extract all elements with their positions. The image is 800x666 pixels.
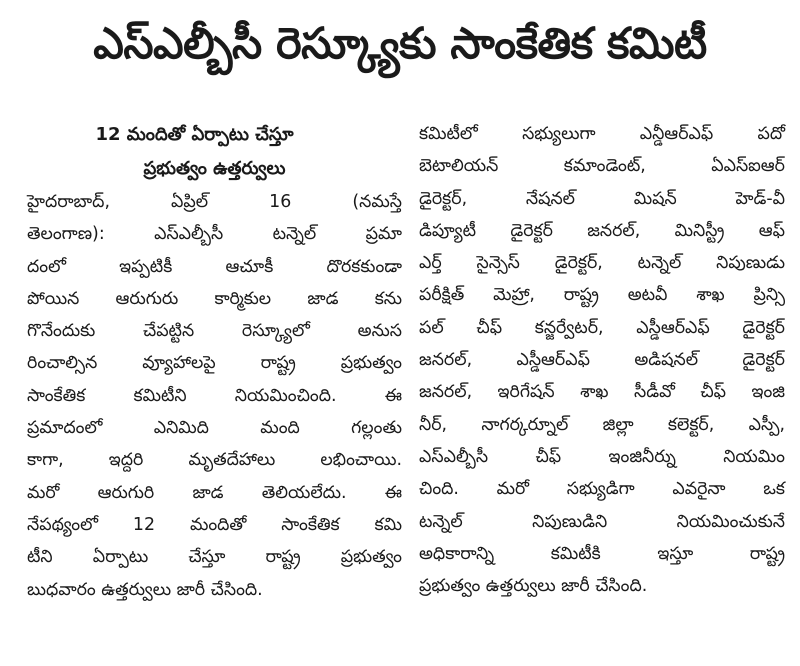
- subheadline-line-1: 12 మందితో ఏర్పాటు చేస్తూ: [95, 124, 294, 145]
- body-text-line: రించాల్సిన వ్యూహాలపై రాష్ట్ర ప్రభుత్వం: [27, 353, 402, 374]
- body-text-line: టన్నెల్ నిపుణుడిని నియమించుకునే: [419, 511, 785, 532]
- body-text-line: పోయిన ఆరుగురు కార్మికుల జాడ కను: [27, 288, 402, 309]
- body-text-line: బుధవారం ఉత్తర్వులు జారీ చేసింది.: [27, 579, 263, 600]
- body-text-line: తెలంగాణ): ఎస్ఎల్బీసీ టన్నెల్ ప్రమా: [27, 224, 402, 245]
- body-text-line: పల్ చీఫ్ కన్జర్వేటర్, ఎస్డీఆర్ఎఫ్ డైరెక్టర్: [419, 317, 785, 338]
- right-column: [419, 118, 785, 602]
- body-text-line: గొనేందుకు చేపట్టిన రెస్క్యూలో అనుస: [27, 321, 402, 342]
- body-text-line: సాంకేతిక కమిటీని నియమించింది. ఈ: [27, 385, 402, 406]
- left-column: [27, 118, 402, 606]
- article-headline: ఎస్ఎల్బీసీ రెస్క్యూకు సాంకేతిక కమిటీ: [93, 19, 707, 69]
- body-text-line: పరీక్షిత్ మెహ్రా, రాష్ట్ర అటవీ శాఖ ప్రిన్సి: [419, 285, 785, 306]
- body-text-line: కమిటీలో సభ్యులుగా ఎన్డీఆర్ఎఫ్ పదో: [419, 124, 785, 144]
- body-text-line: చింది. మరో సభ్యుడిగా ఎవరైనా ఒక: [419, 479, 785, 500]
- body-text-line: జనరల్, ఇరిగేషన్ శాఖ సీడీవో చీఫ్ ఇంజి: [419, 382, 785, 403]
- body-text-line: డిప్యూటీ డైరెక్టర్ జనరల్, మినిస్ట్రీ ఆఫ్: [419, 220, 785, 241]
- body-text-line: కాగా, ఇద్దరి మృతదేహాలు లభించాయి.: [27, 450, 402, 471]
- body-text-line: హైదరాబాద్, ఏప్రిల్ 16 (నమస్తే: [27, 192, 402, 212]
- body-text-line: దంలో ఇప్పటికీ ఆచూకీ దొరకకుండా: [27, 256, 402, 277]
- body-text-line: జనరల్, ఎస్డీఆర్ఎఫ్ అడిషనల్ డైరెక్టర్: [419, 350, 785, 371]
- left-column-body: [27, 186, 402, 606]
- body-text-line: ఎస్ఎల్బీసీ చీఫ్ ఇంజినీర్ను నియమిం: [419, 446, 785, 467]
- body-text-line: అధికారాన్ని కమిటీకి ఇస్తూ రాష్ట్ర: [419, 543, 785, 564]
- body-text-line: డైరెక్టర్, నేషనల్ మిషన్ హెడ్-వీ: [419, 188, 785, 209]
- body-text-line: మరో ఆరుగురి జాడ తెలియలేదు. ఈ: [27, 482, 402, 503]
- body-text-line: ప్రభుత్వం ఉత్తర్వులు జారీ చేసింది.: [419, 576, 648, 597]
- body-text-line: ఎర్త్ సైన్సెస్ డైరెక్టర్, టన్నెల్ నిపుణుడు: [419, 253, 785, 274]
- body-text-line: నీర్, నాగర్కర్నూల్ జిల్లా కలెక్టర్, ఎస్పీ,: [419, 414, 785, 435]
- body-text-line: టీని ఏర్పాటు చేస్తూ రాష్ట్ర ప్రభుత్వం: [27, 547, 402, 568]
- body-text-line: ప్రమాదంలో ఎనిమిది మంది గల్లంతు: [27, 418, 402, 439]
- subheadline-line-2: ప్రభుత్వం ఉత్తర్వులు: [143, 158, 286, 179]
- right-column-body: [419, 118, 785, 602]
- body-text-line: బెటాలియన్ కమాండెంట్, ఏఎస్ఐఆర్: [419, 156, 785, 177]
- body-text-line: నేపథ్యంలో 12 మందితో సాంకేతిక కమి: [27, 514, 402, 535]
